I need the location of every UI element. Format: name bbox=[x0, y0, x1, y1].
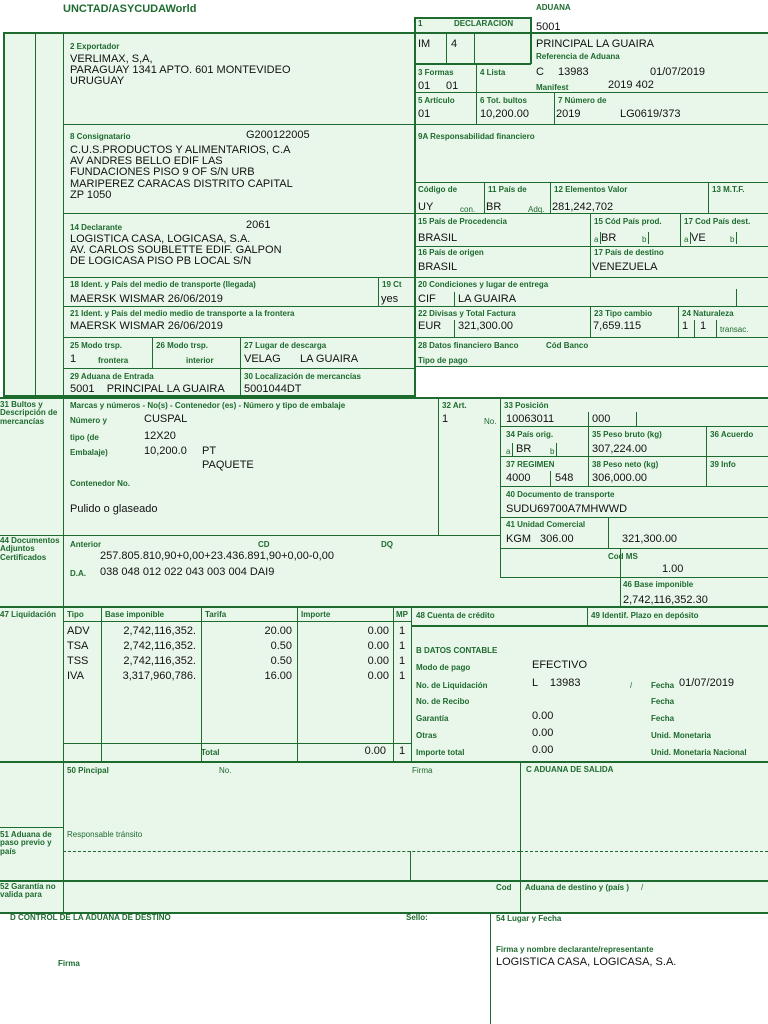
formas-v2: 01 bbox=[446, 80, 459, 92]
principal-no-label: No. bbox=[219, 766, 232, 775]
col-tipo: Tipo bbox=[67, 610, 84, 619]
modo-pago-value: EFECTIVO bbox=[532, 659, 588, 671]
peso-neto-value: 306,000.00 bbox=[592, 472, 648, 484]
embalaje-value: 10,200.0 bbox=[144, 445, 187, 457]
recibo-label: No. de Recibo bbox=[416, 697, 470, 706]
liquidacion-no-label: No. de Liquidación bbox=[416, 681, 488, 690]
control-destino-label: D CONTROL DE LA ADUANA DE DESTINO bbox=[10, 913, 171, 922]
transporte-frontera-label: 21 Ident. y País del medio medio de transporte a la frontera bbox=[70, 309, 295, 318]
naturaleza-v1: 1 bbox=[682, 320, 689, 332]
importe-total-value: 0.00 bbox=[532, 744, 554, 756]
row-base: 3,317,960,786. bbox=[122, 670, 196, 682]
paquete: PAQUETE bbox=[202, 459, 254, 471]
posicion-value: 10063011 bbox=[506, 413, 555, 425]
lista-label: 4 Lista bbox=[480, 68, 506, 77]
row-mp: 1 bbox=[399, 670, 406, 682]
pais-destino-value: VENEZUELA bbox=[592, 261, 658, 273]
cod-ms-value: 1.00 bbox=[662, 563, 684, 575]
row-tipo: ADV bbox=[67, 625, 90, 637]
cod-label: Cod bbox=[496, 883, 512, 892]
manifest-label: Manifest bbox=[536, 83, 569, 92]
naturaleza-label: 24 Naturaleza bbox=[682, 309, 734, 318]
bultos-section-label: 31 Bultos y Descripción de mercancías bbox=[0, 400, 58, 426]
lugar-fecha-label: 54 Lugar y Fecha bbox=[496, 914, 562, 923]
aduana-entrada-label: 29 Aduana de Entrada bbox=[70, 372, 154, 381]
consignatario-label: 8 Consignatario bbox=[70, 132, 131, 141]
doc-transporte-value: SUDU69700A7MHWWD bbox=[506, 503, 628, 515]
principal-label: 50 Pincipal bbox=[67, 766, 109, 775]
peso-bruto-value: 307,224.00 bbox=[592, 443, 648, 455]
consignatario-line: C.U.S.PRODUCTOS Y ALIMENTARIOS, C.A bbox=[70, 144, 291, 156]
posicion-suffix: 000 bbox=[592, 413, 611, 425]
serie-number: 13983 bbox=[558, 66, 589, 78]
row-tarifa: 20.00 bbox=[264, 625, 292, 637]
embalaje-label: Embalaje) bbox=[70, 448, 108, 457]
divisas-currency: EUR bbox=[418, 320, 442, 332]
otras-label: Otras bbox=[416, 731, 437, 740]
aduana-destino-label: Aduana de destino y (país ) bbox=[525, 883, 630, 892]
marcas-label: Marcas y números - No(s) - Contenedor (es) - Número y tipo de embalaje bbox=[70, 401, 346, 410]
datos-contable-title: B DATOS CONTABLE bbox=[416, 646, 498, 655]
info-label: 39 Info bbox=[710, 460, 736, 469]
liquidacion-no-value: L 13983 bbox=[532, 677, 581, 689]
peso-bruto-label: 35 Peso bruto (kg) bbox=[592, 430, 662, 439]
art-label: 32 Art. bbox=[442, 401, 467, 410]
condiciones-label: 20 Condiciones y lugar de entrega bbox=[418, 280, 549, 289]
row-tipo: IVA bbox=[67, 670, 84, 682]
unid-monetaria-label: Unid. Monetaria bbox=[651, 731, 712, 740]
consignatario-rif: G200122005 bbox=[246, 129, 310, 141]
pais-orig-b: b bbox=[550, 447, 555, 456]
posicion-label: 33 Posición bbox=[504, 401, 549, 410]
mtf-label: 13 M.T.F. bbox=[712, 185, 745, 194]
con-label: con. bbox=[460, 205, 476, 214]
condiciones-v2: LA GUAIRA bbox=[458, 293, 517, 305]
base-imponible-label: 46 Base imponible bbox=[623, 580, 694, 589]
articulo-value: 01 bbox=[418, 108, 431, 120]
declarante-line: DE LOGICASA PISO PB LOCAL S/N bbox=[70, 255, 252, 267]
consignatario-line: AV ANDRES BELLO EDIF LAS bbox=[70, 155, 223, 167]
responsable-transito-label: Responsable tránsito bbox=[67, 830, 143, 839]
procedencia-label: 15 País de Procedencia bbox=[418, 217, 507, 226]
declaracion-num: 1 bbox=[418, 19, 423, 28]
exportador-label: 2 Exportador bbox=[70, 42, 120, 51]
ct-value: yes bbox=[381, 293, 399, 305]
decl-sub: 4 bbox=[451, 38, 458, 50]
col-mp: MP bbox=[396, 610, 408, 619]
modo-frontera-label: 25 Modo trsp. bbox=[70, 341, 123, 350]
tipo-cambio-label: 23 Tipo cambio bbox=[594, 309, 653, 318]
row-tarifa: 0.50 bbox=[270, 655, 292, 667]
numero-ref-value: LG0619/373 bbox=[620, 108, 681, 120]
transporte-llegada-label: 18 Ident. y País del medio de transporte (llegada) bbox=[70, 280, 256, 289]
serie-value: C bbox=[536, 66, 544, 78]
total-value: 0.00 bbox=[364, 745, 386, 757]
datos-financiero-label: 28 Datos financiero Banco bbox=[418, 341, 519, 350]
dest-a: a bbox=[684, 235, 689, 244]
garantia-value: 0.00 bbox=[532, 710, 554, 722]
aduana-code: 5001 bbox=[536, 21, 561, 33]
declarante-line: AV. CARLOS SOUBLETTE EDIF. GALPON bbox=[70, 244, 282, 256]
modo-frontera-value: 1 bbox=[70, 353, 77, 365]
responsable-label: 9A Responsabilidad financiero bbox=[418, 132, 535, 141]
tipo-cambio-value: 7,659.115 bbox=[593, 320, 642, 332]
declarante-label: 14 Declarante bbox=[70, 223, 123, 232]
fecha-label: Fecha bbox=[651, 681, 675, 690]
row-base: 2,742,116,352. bbox=[123, 655, 196, 667]
adq-label: Adq. bbox=[528, 205, 545, 214]
liquidacion-slash: / bbox=[630, 681, 633, 690]
unidad-comercial-label: 41 Unidad Comercial bbox=[506, 520, 586, 529]
total-label: Total bbox=[201, 748, 220, 757]
dest-a-value: VE bbox=[691, 232, 706, 244]
control-firma-label: Firma bbox=[58, 959, 80, 968]
aduana-paso-label: 51 Aduana de paso previo y país bbox=[0, 830, 52, 856]
interior-sub: interior bbox=[186, 356, 214, 365]
row-tarifa: 16.00 bbox=[264, 670, 292, 682]
liquidacion-label: 47 Liquidación bbox=[0, 610, 57, 619]
numero-ref-year: 2019 bbox=[556, 108, 581, 120]
numero-value: CUSPAL bbox=[144, 413, 188, 425]
consignatario-line: MARIPEREZ CARACAS DISTRITO CAPITAL bbox=[70, 178, 293, 190]
aduana-entrada-value: 5001 PRINCIPAL LA GUAIRA bbox=[70, 383, 225, 395]
dest-b: b bbox=[730, 235, 735, 244]
brand-title: UNCTAD/ASYCUDAWorld bbox=[63, 3, 197, 15]
tipo-label: tipo (de bbox=[70, 433, 99, 442]
numero-ref-label: 7 Número de bbox=[558, 96, 607, 105]
prod-a-value: BR bbox=[601, 232, 617, 244]
transporte-llegada-value: MAERSK WISMAR 26/06/2019 bbox=[70, 293, 223, 305]
decl-type: IM bbox=[418, 38, 431, 50]
declarante-firma-value: LOGISTICA CASA, LOGICASA, S.A. bbox=[496, 956, 677, 968]
unidad-comercial-value: 321,300.00 bbox=[622, 533, 678, 545]
frontera-sub: frontera bbox=[98, 356, 129, 365]
col-tarifa: Tarifa bbox=[205, 610, 227, 619]
lugar-descarga-value: LA GUAIRA bbox=[300, 353, 359, 365]
row-tarifa: 0.50 bbox=[270, 640, 292, 652]
fecha2-label: Fecha bbox=[651, 697, 675, 706]
naturaleza-v2: 1 bbox=[700, 320, 707, 332]
declarante-line: LOGISTICA CASA, LOGICASA, S.A. bbox=[70, 233, 251, 245]
cuenta-credito-label: 48 Cuenta de crédito bbox=[416, 611, 495, 620]
pais-origen-value: BRASIL bbox=[418, 261, 458, 273]
row-importe: 0.00 bbox=[367, 670, 389, 682]
unid-nacional-label: Unid. Monetaria Nacional bbox=[651, 748, 747, 757]
prod-a: a bbox=[594, 235, 599, 244]
cd-label: CD bbox=[258, 540, 270, 549]
row-tipo: TSS bbox=[67, 655, 89, 667]
regimen-v1: 4000 bbox=[506, 472, 531, 484]
lugar-descarga-code: VELAG bbox=[244, 353, 281, 365]
row-base: 2,742,116,352. bbox=[123, 640, 196, 652]
adq-value: 281,242,702 bbox=[552, 201, 614, 213]
aduana-name: PRINCIPAL LA GUAIRA bbox=[536, 38, 654, 50]
aduana-label: ADUANA bbox=[536, 3, 571, 12]
exportador-line: URUGUAY bbox=[70, 75, 125, 87]
manifest-value: 2019 402 bbox=[608, 79, 654, 91]
base-imponible-value: 2,742,116,352.30 bbox=[623, 594, 708, 606]
transporte-frontera-value: MAERSK WISMAR 26/06/2019 bbox=[70, 320, 223, 332]
aduana-salida-label: C ADUANA DE SALIDA bbox=[526, 765, 614, 774]
anterior-value: 257.805.810,90+0,00+23.436.891,90+0,00-0,00 bbox=[100, 550, 334, 562]
row-importe: 0.00 bbox=[367, 625, 389, 637]
codigo-de-label: Código de bbox=[418, 185, 458, 194]
numero-label: Número y bbox=[70, 416, 107, 425]
left-top-panel bbox=[3, 33, 414, 395]
tipo-pago-label: Tipo de pago bbox=[418, 356, 468, 365]
row-importe: 0.00 bbox=[367, 640, 389, 652]
da-label: D.A. bbox=[70, 569, 86, 578]
exportador-line: PARAGUAY 1341 APTO. 601 MONTEVIDEO bbox=[70, 64, 291, 76]
localizacion-value: 5001044DT bbox=[244, 383, 302, 395]
codigo-de-value: UY bbox=[418, 201, 434, 213]
ct-label: 19 Ct bbox=[382, 280, 402, 289]
art-no-label: No. bbox=[484, 417, 497, 426]
prod-b: b bbox=[642, 235, 647, 244]
unidad-comercial-qty: 306.00 bbox=[540, 533, 574, 545]
cod-pais-prod-label: 15 Cód País prod. bbox=[594, 217, 662, 226]
referencia-label: Referencia de Aduana bbox=[536, 52, 620, 61]
col-base: Base imponible bbox=[105, 610, 165, 619]
row-mp: 1 bbox=[399, 625, 406, 637]
serie-date: 01/07/2019 bbox=[650, 66, 706, 78]
consignatario-line: ZP 1050 bbox=[70, 189, 112, 201]
otras-value: 0.00 bbox=[532, 727, 554, 739]
row-base: 2,742,116,352. bbox=[123, 625, 196, 637]
contenedor-label: Contenedor No. bbox=[70, 479, 130, 488]
pais-orig-a: a bbox=[506, 447, 511, 456]
row-mp: 1 bbox=[399, 640, 406, 652]
tot-bultos-value: 10,200.00 bbox=[480, 108, 529, 120]
importe-total-label: Importe total bbox=[416, 748, 465, 757]
documentos-section-label: 44 Documentos Adjuntos Certificados bbox=[0, 536, 60, 562]
peso-neto-label: 38 Peso neto (kg) bbox=[592, 460, 659, 469]
firma-declarante-label: Firma y nombre declarante/representante bbox=[496, 945, 654, 954]
pais-origen-label: 16 País de origen bbox=[418, 248, 484, 257]
fecha-value: 01/07/2019 bbox=[679, 677, 735, 689]
pais-destino-label: 17 País de destino bbox=[594, 248, 664, 257]
con-value: BR bbox=[486, 201, 502, 213]
elementos-valor-label: 12 Elementos Valor bbox=[554, 185, 628, 194]
principal-firma-label: Firma bbox=[412, 766, 433, 775]
cod-pais-dest-label: 17 Cod País dest. bbox=[684, 217, 751, 226]
anterior-label: Anterior bbox=[70, 540, 102, 549]
consignatario-line: FUNDACIONES PISO 9 OF S/N URB bbox=[70, 166, 255, 178]
unidad-comercial-unit: KGM bbox=[506, 533, 532, 545]
garantia-label: Garantía bbox=[416, 714, 449, 723]
total-mp: 1 bbox=[399, 745, 406, 757]
declaracion-label: DECLARACION bbox=[454, 19, 514, 28]
modo-interior-label: 26 Modo trsp. bbox=[156, 341, 209, 350]
formas-v1: 01 bbox=[418, 80, 431, 92]
row-tipo: TSA bbox=[67, 640, 89, 652]
tipo-value: 12X20 bbox=[144, 430, 176, 442]
descripcion-value: Pulido o glaseado bbox=[70, 503, 158, 515]
acuerdo-label: 36 Acuerdo bbox=[710, 430, 754, 439]
condiciones-v1: CIF bbox=[418, 293, 436, 305]
garantia-no-label: 52 Garantía no valida para bbox=[0, 882, 56, 900]
pais-orig-value: BR bbox=[516, 443, 532, 455]
lugar-descarga-label: 27 Lugar de descarga bbox=[244, 341, 327, 350]
da-value: 038 048 012 022 043 003 004 DAI9 bbox=[100, 566, 275, 578]
art-value: 1 bbox=[442, 413, 449, 425]
aduana-destino-slash: / bbox=[641, 883, 644, 892]
fecha3-label: Fecha bbox=[651, 714, 675, 723]
declarante-code: 2061 bbox=[246, 219, 271, 231]
localizacion-label: 30 Localización de mercancías bbox=[244, 372, 361, 381]
tot-bultos-label: 6 Tot. bultos bbox=[480, 96, 527, 105]
cod-ms-label: Cod MS bbox=[608, 552, 638, 561]
procedencia-value: BRASIL bbox=[418, 232, 458, 244]
regimen-v2: 548 bbox=[555, 472, 574, 484]
col-importe: Importe bbox=[301, 610, 331, 619]
row-mp: 1 bbox=[399, 655, 406, 667]
exportador-line: VERLIMAX, S,A, bbox=[70, 53, 153, 65]
regimen-label: 37 REGIMEN bbox=[506, 460, 555, 469]
divisas-value: 321,300.00 bbox=[458, 320, 514, 332]
divisas-label: 22 Divisas y Total Factura bbox=[418, 309, 516, 318]
modo-pago-label: Modo de pago bbox=[416, 663, 471, 672]
sello-label: Sello: bbox=[406, 913, 428, 922]
formas-label: 3 Formas bbox=[418, 68, 454, 77]
articulo-label: 5 Artículo bbox=[418, 96, 455, 105]
row-importe: 0.00 bbox=[367, 655, 389, 667]
transac-label: transac. bbox=[720, 325, 749, 334]
pais-orig-label: 34 País orig. bbox=[506, 430, 554, 439]
doc-transporte-label: 40 Documento de transporte bbox=[506, 490, 615, 499]
dq-label: DQ bbox=[381, 540, 393, 549]
embalaje-unit: PT bbox=[202, 445, 217, 457]
identif-plazo-label: 49 Identif. Plazo en depósito bbox=[591, 611, 699, 620]
cod-banco-label: Cód Banco bbox=[546, 341, 589, 350]
pais-de-label: 11 País de bbox=[488, 185, 527, 194]
